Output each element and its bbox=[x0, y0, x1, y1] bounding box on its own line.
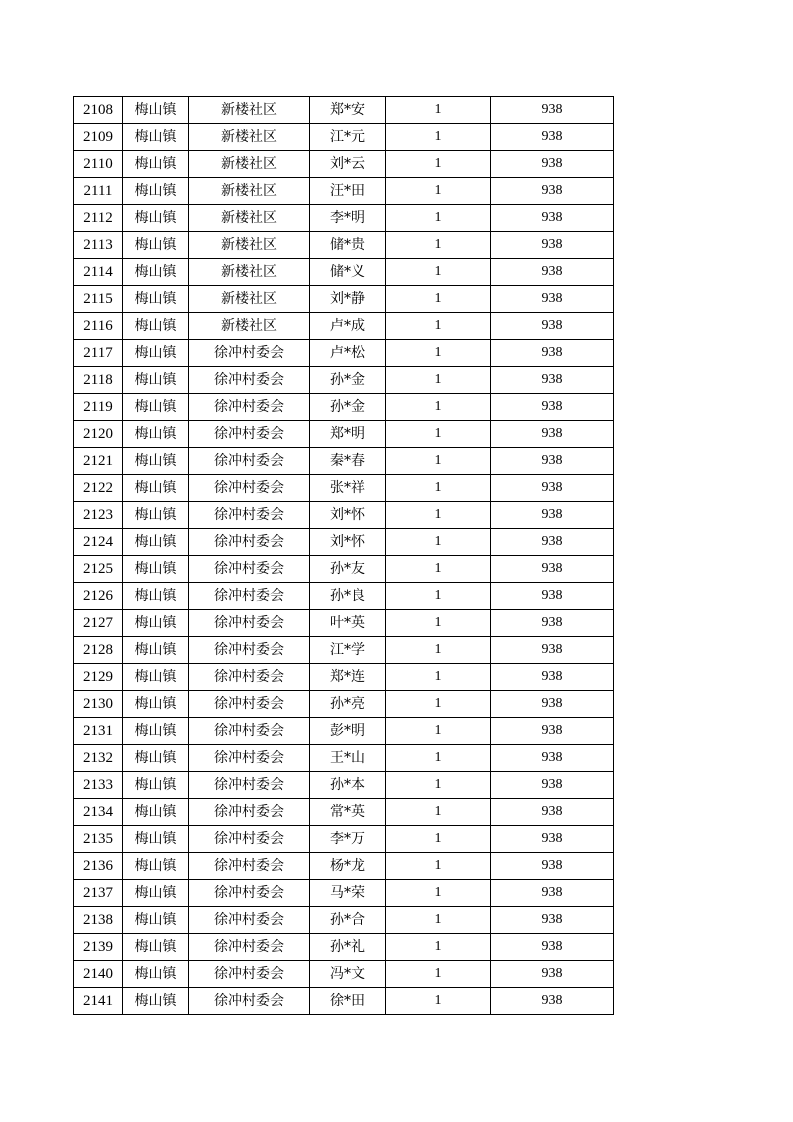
village-cell: 徐冲村委会 bbox=[189, 826, 310, 853]
village-cell: 徐冲村委会 bbox=[189, 637, 310, 664]
town-cell: 梅山镇 bbox=[123, 232, 189, 259]
table-row bbox=[74, 421, 614, 448]
count-cell: 1 bbox=[386, 745, 491, 772]
village-cell: 徐冲村委会 bbox=[189, 475, 310, 502]
village-cell: 徐冲村委会 bbox=[189, 799, 310, 826]
table-row bbox=[74, 367, 614, 394]
count-cell: 1 bbox=[386, 907, 491, 934]
person-name-cell: 孙*合 bbox=[310, 907, 386, 934]
person-name-cell: 江*元 bbox=[310, 124, 386, 151]
amount-cell: 938 bbox=[491, 448, 614, 475]
amount-cell: 938 bbox=[491, 259, 614, 286]
count-cell: 1 bbox=[386, 421, 491, 448]
count-cell: 1 bbox=[386, 205, 491, 232]
amount-cell: 938 bbox=[491, 880, 614, 907]
amount-cell: 938 bbox=[491, 313, 614, 340]
count-cell: 1 bbox=[386, 448, 491, 475]
person-name-cell: 徐*田 bbox=[310, 988, 386, 1015]
town-cell: 梅山镇 bbox=[123, 475, 189, 502]
person-name-cell: 杨*龙 bbox=[310, 853, 386, 880]
town-cell: 梅山镇 bbox=[123, 934, 189, 961]
table-row bbox=[74, 205, 614, 232]
village-cell: 徐冲村委会 bbox=[189, 394, 310, 421]
count-cell: 1 bbox=[386, 232, 491, 259]
person-name-cell: 刘*怀 bbox=[310, 529, 386, 556]
row-number-cell: 2109 bbox=[74, 124, 123, 151]
table-row bbox=[74, 529, 614, 556]
village-cell: 新楼社区 bbox=[189, 178, 310, 205]
person-name-cell: 冯*文 bbox=[310, 961, 386, 988]
person-name-cell: 彭*明 bbox=[310, 718, 386, 745]
count-cell: 1 bbox=[386, 286, 491, 313]
town-cell: 梅山镇 bbox=[123, 394, 189, 421]
amount-cell: 938 bbox=[491, 961, 614, 988]
table-row bbox=[74, 691, 614, 718]
row-number-cell: 2130 bbox=[74, 691, 123, 718]
count-cell: 1 bbox=[386, 988, 491, 1015]
town-cell: 梅山镇 bbox=[123, 880, 189, 907]
table-row bbox=[74, 853, 614, 880]
count-cell: 1 bbox=[386, 394, 491, 421]
table-row bbox=[74, 772, 614, 799]
row-number-cell: 2141 bbox=[74, 988, 123, 1015]
count-cell: 1 bbox=[386, 826, 491, 853]
table-row bbox=[74, 961, 614, 988]
row-number-cell: 2137 bbox=[74, 880, 123, 907]
table-row bbox=[74, 988, 614, 1015]
amount-cell: 938 bbox=[491, 529, 614, 556]
amount-cell: 938 bbox=[491, 934, 614, 961]
table-row bbox=[74, 448, 614, 475]
town-cell: 梅山镇 bbox=[123, 205, 189, 232]
village-cell: 徐冲村委会 bbox=[189, 772, 310, 799]
table-row bbox=[74, 718, 614, 745]
village-cell: 徐冲村委会 bbox=[189, 529, 310, 556]
table-row bbox=[74, 907, 614, 934]
table-row bbox=[74, 232, 614, 259]
table-row bbox=[74, 610, 614, 637]
row-number-cell: 2131 bbox=[74, 718, 123, 745]
town-cell: 梅山镇 bbox=[123, 124, 189, 151]
town-cell: 梅山镇 bbox=[123, 421, 189, 448]
roster-table bbox=[73, 96, 614, 1015]
row-number-cell: 2119 bbox=[74, 394, 123, 421]
amount-cell: 938 bbox=[491, 691, 614, 718]
town-cell: 梅山镇 bbox=[123, 556, 189, 583]
village-cell: 新楼社区 bbox=[189, 313, 310, 340]
person-name-cell: 王*山 bbox=[310, 745, 386, 772]
table-row bbox=[74, 124, 614, 151]
count-cell: 1 bbox=[386, 637, 491, 664]
amount-cell: 938 bbox=[491, 556, 614, 583]
town-cell: 梅山镇 bbox=[123, 151, 189, 178]
town-cell: 梅山镇 bbox=[123, 691, 189, 718]
table-row bbox=[74, 151, 614, 178]
amount-cell: 938 bbox=[491, 421, 614, 448]
person-name-cell: 孙*金 bbox=[310, 394, 386, 421]
table-row bbox=[74, 97, 614, 124]
row-number-cell: 2128 bbox=[74, 637, 123, 664]
count-cell: 1 bbox=[386, 880, 491, 907]
town-cell: 梅山镇 bbox=[123, 853, 189, 880]
town-cell: 梅山镇 bbox=[123, 502, 189, 529]
person-name-cell: 卢*松 bbox=[310, 340, 386, 367]
village-cell: 徐冲村委会 bbox=[189, 556, 310, 583]
village-cell: 徐冲村委会 bbox=[189, 583, 310, 610]
row-number-cell: 2111 bbox=[74, 178, 123, 205]
table-row bbox=[74, 259, 614, 286]
amount-cell: 938 bbox=[491, 988, 614, 1015]
row-number-cell: 2117 bbox=[74, 340, 123, 367]
amount-cell: 938 bbox=[491, 367, 614, 394]
person-name-cell: 储*义 bbox=[310, 259, 386, 286]
row-number-cell: 2132 bbox=[74, 745, 123, 772]
village-cell: 徐冲村委会 bbox=[189, 961, 310, 988]
person-name-cell: 刘*怀 bbox=[310, 502, 386, 529]
village-cell: 徐冲村委会 bbox=[189, 988, 310, 1015]
row-number-cell: 2110 bbox=[74, 151, 123, 178]
person-name-cell: 秦*春 bbox=[310, 448, 386, 475]
count-cell: 1 bbox=[386, 610, 491, 637]
village-cell: 徐冲村委会 bbox=[189, 340, 310, 367]
person-name-cell: 汪*田 bbox=[310, 178, 386, 205]
person-name-cell: 孙*本 bbox=[310, 772, 386, 799]
row-number-cell: 2121 bbox=[74, 448, 123, 475]
table-row bbox=[74, 745, 614, 772]
amount-cell: 938 bbox=[491, 151, 614, 178]
town-cell: 梅山镇 bbox=[123, 718, 189, 745]
village-cell: 徐冲村委会 bbox=[189, 718, 310, 745]
person-name-cell: 马*荣 bbox=[310, 880, 386, 907]
table-row bbox=[74, 637, 614, 664]
row-number-cell: 2127 bbox=[74, 610, 123, 637]
village-cell: 新楼社区 bbox=[189, 124, 310, 151]
town-cell: 梅山镇 bbox=[123, 178, 189, 205]
count-cell: 1 bbox=[386, 124, 491, 151]
count-cell: 1 bbox=[386, 556, 491, 583]
amount-cell: 938 bbox=[491, 502, 614, 529]
count-cell: 1 bbox=[386, 97, 491, 124]
village-cell: 新楼社区 bbox=[189, 232, 310, 259]
count-cell: 1 bbox=[386, 691, 491, 718]
amount-cell: 938 bbox=[491, 340, 614, 367]
village-cell: 新楼社区 bbox=[189, 259, 310, 286]
town-cell: 梅山镇 bbox=[123, 664, 189, 691]
table-row bbox=[74, 880, 614, 907]
amount-cell: 938 bbox=[491, 205, 614, 232]
table-row bbox=[74, 799, 614, 826]
count-cell: 1 bbox=[386, 583, 491, 610]
person-name-cell: 张*祥 bbox=[310, 475, 386, 502]
village-cell: 徐冲村委会 bbox=[189, 421, 310, 448]
person-name-cell: 郑*安 bbox=[310, 97, 386, 124]
amount-cell: 938 bbox=[491, 718, 614, 745]
town-cell: 梅山镇 bbox=[123, 610, 189, 637]
village-cell: 徐冲村委会 bbox=[189, 367, 310, 394]
count-cell: 1 bbox=[386, 799, 491, 826]
row-number-cell: 2112 bbox=[74, 205, 123, 232]
amount-cell: 938 bbox=[491, 124, 614, 151]
person-name-cell: 李*明 bbox=[310, 205, 386, 232]
town-cell: 梅山镇 bbox=[123, 286, 189, 313]
person-name-cell: 孙*良 bbox=[310, 583, 386, 610]
row-number-cell: 2134 bbox=[74, 799, 123, 826]
village-cell: 徐冲村委会 bbox=[189, 880, 310, 907]
person-name-cell: 郑*连 bbox=[310, 664, 386, 691]
town-cell: 梅山镇 bbox=[123, 772, 189, 799]
row-number-cell: 2124 bbox=[74, 529, 123, 556]
table-row bbox=[74, 286, 614, 313]
town-cell: 梅山镇 bbox=[123, 97, 189, 124]
person-name-cell: 刘*静 bbox=[310, 286, 386, 313]
row-number-cell: 2135 bbox=[74, 826, 123, 853]
count-cell: 1 bbox=[386, 772, 491, 799]
table-row bbox=[74, 934, 614, 961]
count-cell: 1 bbox=[386, 718, 491, 745]
amount-cell: 938 bbox=[491, 907, 614, 934]
village-cell: 徐冲村委会 bbox=[189, 610, 310, 637]
row-number-cell: 2115 bbox=[74, 286, 123, 313]
village-cell: 徐冲村委会 bbox=[189, 745, 310, 772]
amount-cell: 938 bbox=[491, 583, 614, 610]
row-number-cell: 2139 bbox=[74, 934, 123, 961]
town-cell: 梅山镇 bbox=[123, 961, 189, 988]
village-cell: 徐冲村委会 bbox=[189, 502, 310, 529]
village-cell: 徐冲村委会 bbox=[189, 907, 310, 934]
count-cell: 1 bbox=[386, 529, 491, 556]
row-number-cell: 2113 bbox=[74, 232, 123, 259]
table-row bbox=[74, 664, 614, 691]
person-name-cell: 李*万 bbox=[310, 826, 386, 853]
village-cell: 新楼社区 bbox=[189, 205, 310, 232]
amount-cell: 938 bbox=[491, 772, 614, 799]
town-cell: 梅山镇 bbox=[123, 313, 189, 340]
count-cell: 1 bbox=[386, 475, 491, 502]
town-cell: 梅山镇 bbox=[123, 745, 189, 772]
amount-cell: 938 bbox=[491, 826, 614, 853]
table-row bbox=[74, 475, 614, 502]
row-number-cell: 2122 bbox=[74, 475, 123, 502]
table-row bbox=[74, 583, 614, 610]
town-cell: 梅山镇 bbox=[123, 799, 189, 826]
amount-cell: 938 bbox=[491, 853, 614, 880]
count-cell: 1 bbox=[386, 259, 491, 286]
person-name-cell: 常*英 bbox=[310, 799, 386, 826]
row-number-cell: 2129 bbox=[74, 664, 123, 691]
town-cell: 梅山镇 bbox=[123, 367, 189, 394]
count-cell: 1 bbox=[386, 313, 491, 340]
count-cell: 1 bbox=[386, 934, 491, 961]
village-cell: 徐冲村委会 bbox=[189, 853, 310, 880]
town-cell: 梅山镇 bbox=[123, 340, 189, 367]
amount-cell: 938 bbox=[491, 637, 614, 664]
town-cell: 梅山镇 bbox=[123, 988, 189, 1015]
count-cell: 1 bbox=[386, 340, 491, 367]
village-cell: 徐冲村委会 bbox=[189, 664, 310, 691]
person-name-cell: 储*贵 bbox=[310, 232, 386, 259]
table-row bbox=[74, 340, 614, 367]
amount-cell: 938 bbox=[491, 799, 614, 826]
person-name-cell: 孙*友 bbox=[310, 556, 386, 583]
village-cell: 徐冲村委会 bbox=[189, 448, 310, 475]
row-number-cell: 2140 bbox=[74, 961, 123, 988]
town-cell: 梅山镇 bbox=[123, 259, 189, 286]
row-number-cell: 2120 bbox=[74, 421, 123, 448]
town-cell: 梅山镇 bbox=[123, 583, 189, 610]
table-row bbox=[74, 556, 614, 583]
village-cell: 徐冲村委会 bbox=[189, 934, 310, 961]
village-cell: 新楼社区 bbox=[189, 97, 310, 124]
row-number-cell: 2125 bbox=[74, 556, 123, 583]
person-name-cell: 卢*成 bbox=[310, 313, 386, 340]
person-name-cell: 孙*亮 bbox=[310, 691, 386, 718]
amount-cell: 938 bbox=[491, 178, 614, 205]
row-number-cell: 2116 bbox=[74, 313, 123, 340]
person-name-cell: 郑*明 bbox=[310, 421, 386, 448]
row-number-cell: 2114 bbox=[74, 259, 123, 286]
table-row bbox=[74, 826, 614, 853]
count-cell: 1 bbox=[386, 178, 491, 205]
table-row bbox=[74, 394, 614, 421]
amount-cell: 938 bbox=[491, 664, 614, 691]
town-cell: 梅山镇 bbox=[123, 529, 189, 556]
count-cell: 1 bbox=[386, 664, 491, 691]
amount-cell: 938 bbox=[491, 610, 614, 637]
row-number-cell: 2118 bbox=[74, 367, 123, 394]
table-row bbox=[74, 313, 614, 340]
amount-cell: 938 bbox=[491, 475, 614, 502]
table-row bbox=[74, 502, 614, 529]
row-number-cell: 2133 bbox=[74, 772, 123, 799]
person-name-cell: 孙*金 bbox=[310, 367, 386, 394]
person-name-cell: 刘*云 bbox=[310, 151, 386, 178]
amount-cell: 938 bbox=[491, 232, 614, 259]
village-cell: 新楼社区 bbox=[189, 151, 310, 178]
amount-cell: 938 bbox=[491, 745, 614, 772]
village-cell: 新楼社区 bbox=[189, 286, 310, 313]
village-cell: 徐冲村委会 bbox=[189, 691, 310, 718]
count-cell: 1 bbox=[386, 151, 491, 178]
roster-table-container bbox=[73, 96, 614, 1015]
town-cell: 梅山镇 bbox=[123, 907, 189, 934]
row-number-cell: 2126 bbox=[74, 583, 123, 610]
person-name-cell: 江*学 bbox=[310, 637, 386, 664]
table-row bbox=[74, 178, 614, 205]
amount-cell: 938 bbox=[491, 97, 614, 124]
roster-table-body bbox=[74, 97, 614, 1015]
row-number-cell: 2123 bbox=[74, 502, 123, 529]
row-number-cell: 2136 bbox=[74, 853, 123, 880]
town-cell: 梅山镇 bbox=[123, 448, 189, 475]
count-cell: 1 bbox=[386, 367, 491, 394]
amount-cell: 938 bbox=[491, 394, 614, 421]
person-name-cell: 孙*礼 bbox=[310, 934, 386, 961]
amount-cell: 938 bbox=[491, 286, 614, 313]
row-number-cell: 2108 bbox=[74, 97, 123, 124]
count-cell: 1 bbox=[386, 502, 491, 529]
town-cell: 梅山镇 bbox=[123, 637, 189, 664]
town-cell: 梅山镇 bbox=[123, 826, 189, 853]
row-number-cell: 2138 bbox=[74, 907, 123, 934]
count-cell: 1 bbox=[386, 853, 491, 880]
count-cell: 1 bbox=[386, 961, 491, 988]
person-name-cell: 叶*英 bbox=[310, 610, 386, 637]
